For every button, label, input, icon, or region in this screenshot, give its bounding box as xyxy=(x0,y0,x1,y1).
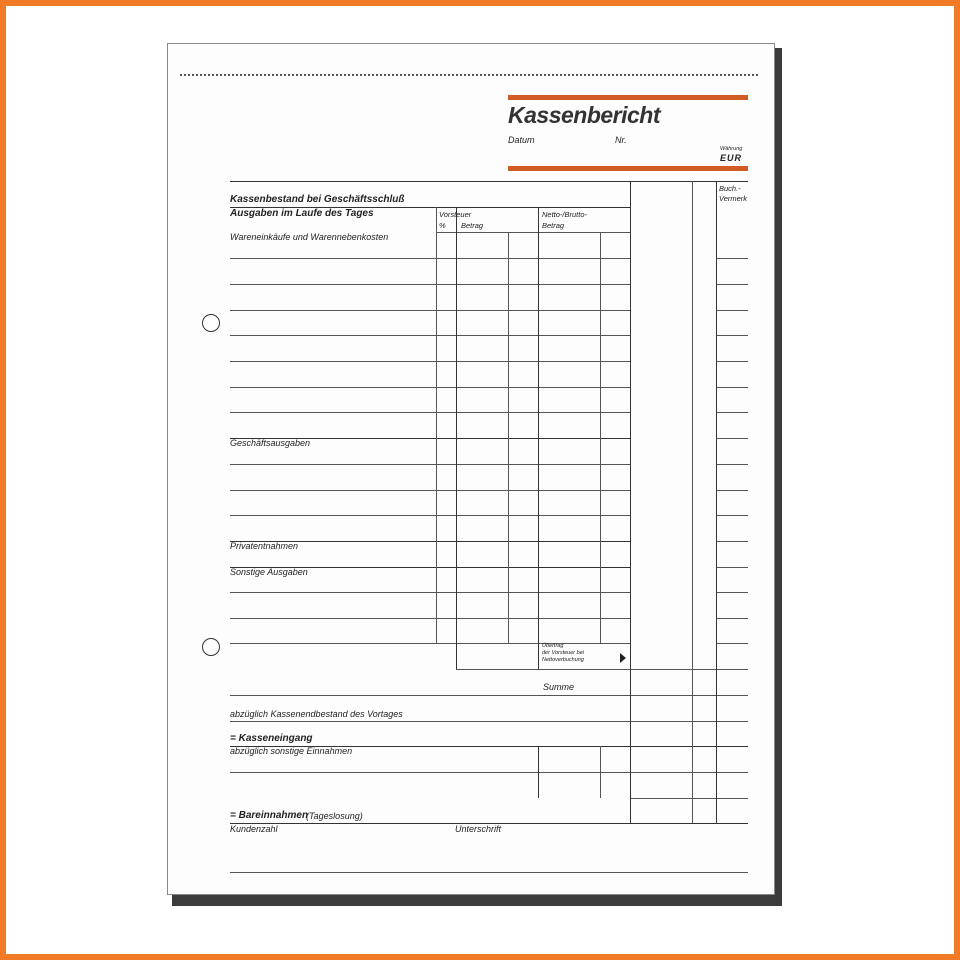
net-gross-header: Netto-/Brutto- xyxy=(542,210,588,219)
section-closing-heading: Kassenbestand bei Geschäftsschluß xyxy=(230,194,405,205)
row-line xyxy=(230,310,630,311)
cash-income-label: = Bareinnahmen xyxy=(230,810,309,821)
row-line-right xyxy=(716,284,748,285)
row-line xyxy=(230,618,630,619)
row-line xyxy=(230,643,630,644)
sum-label: Summe xyxy=(543,682,575,692)
row-line-right xyxy=(716,592,748,593)
booking-note-header-2: Vermerk xyxy=(719,194,748,203)
accent-bar-bottom xyxy=(508,166,748,171)
accent-bar-top xyxy=(508,95,748,100)
other-income-rule xyxy=(230,772,748,773)
row-label-goods: Wareneinkäufe und Warennebenkosten xyxy=(230,232,389,242)
row-line xyxy=(230,490,630,491)
row-line xyxy=(230,335,630,336)
form-title: Kassenbericht xyxy=(508,102,661,128)
signature-line xyxy=(230,872,748,873)
row-line xyxy=(230,258,630,259)
amount-header: Betrag xyxy=(461,221,484,230)
punch-hole-bottom xyxy=(202,638,220,656)
currency-label: Währung xyxy=(720,146,743,152)
signature-label: Unterschrift xyxy=(455,824,502,834)
row-label-business: Geschäftsausgaben xyxy=(230,438,311,448)
row-line xyxy=(230,387,630,388)
cash-receipt-label: = Kasseneingang xyxy=(230,733,313,744)
right-rule xyxy=(630,669,748,670)
currency-value: EUR xyxy=(720,153,743,163)
transfer-rule xyxy=(456,669,630,670)
transfer-arrow-icon xyxy=(620,653,626,663)
col-income-cents xyxy=(600,746,601,798)
customer-count-label: Kundenzahl xyxy=(230,824,278,834)
col-amount-cents xyxy=(508,232,509,643)
row-line-right xyxy=(716,515,748,516)
col-net-cents xyxy=(600,232,601,643)
input-tax-header: Vorsteuer xyxy=(439,210,472,219)
row-line xyxy=(230,464,630,465)
row-line-right xyxy=(716,412,748,413)
row-line-right xyxy=(716,438,748,439)
col-booking xyxy=(716,181,717,823)
row-line-right xyxy=(716,541,748,542)
transfer-note-3: Nettoverbuchung xyxy=(542,657,584,663)
row-line xyxy=(230,515,630,516)
form-sheet xyxy=(167,43,775,895)
number-label: Nr. xyxy=(615,135,627,145)
row-label-other: Sonstige Ausgaben xyxy=(230,567,308,577)
col-total xyxy=(630,181,631,823)
row-line-right xyxy=(716,258,748,259)
row-line xyxy=(230,361,630,362)
row-line-right xyxy=(716,310,748,311)
col-total-cents xyxy=(692,181,693,823)
transfer-note-2: der Vorsteuer bei xyxy=(542,650,584,656)
booking-note-header: Buch.- xyxy=(719,184,741,193)
col-amount xyxy=(456,207,457,669)
section-expenses-heading: Ausgaben im Laufe des Tages xyxy=(230,208,374,219)
row-line-right xyxy=(716,643,748,644)
other-income-rule-2 xyxy=(630,798,748,799)
row-label-private: Privatentnahmen xyxy=(230,541,299,551)
table-top-rule xyxy=(230,181,748,182)
opening-rule xyxy=(230,721,748,722)
col-percent xyxy=(436,207,437,643)
row-line-right xyxy=(716,335,748,336)
col-net xyxy=(538,207,539,669)
punch-hole-top xyxy=(202,314,220,332)
row-line-right xyxy=(716,567,748,568)
perforation-line xyxy=(180,74,758,76)
percent-header: % xyxy=(439,221,446,230)
less-opening-label: abzüglich Kassenendbestand des Vortages xyxy=(230,709,403,719)
row-line-right xyxy=(716,490,748,491)
row-line xyxy=(230,592,630,593)
transfer-note-1: Übertrag xyxy=(542,643,564,649)
col-income-net xyxy=(538,746,539,798)
less-other-income-label: abzüglich sonstige Einnahmen xyxy=(230,746,353,756)
sum-rule xyxy=(230,695,748,696)
row-line-right xyxy=(716,361,748,362)
row-line xyxy=(230,412,630,413)
row-line xyxy=(230,284,630,285)
row-line-right xyxy=(716,464,748,465)
row-line-right xyxy=(716,618,748,619)
date-label: Datum xyxy=(508,135,535,145)
cash-income-note: (Tageslosung) xyxy=(306,811,363,821)
net-gross-amount-header: Betrag xyxy=(542,221,565,230)
row-line-right xyxy=(716,387,748,388)
